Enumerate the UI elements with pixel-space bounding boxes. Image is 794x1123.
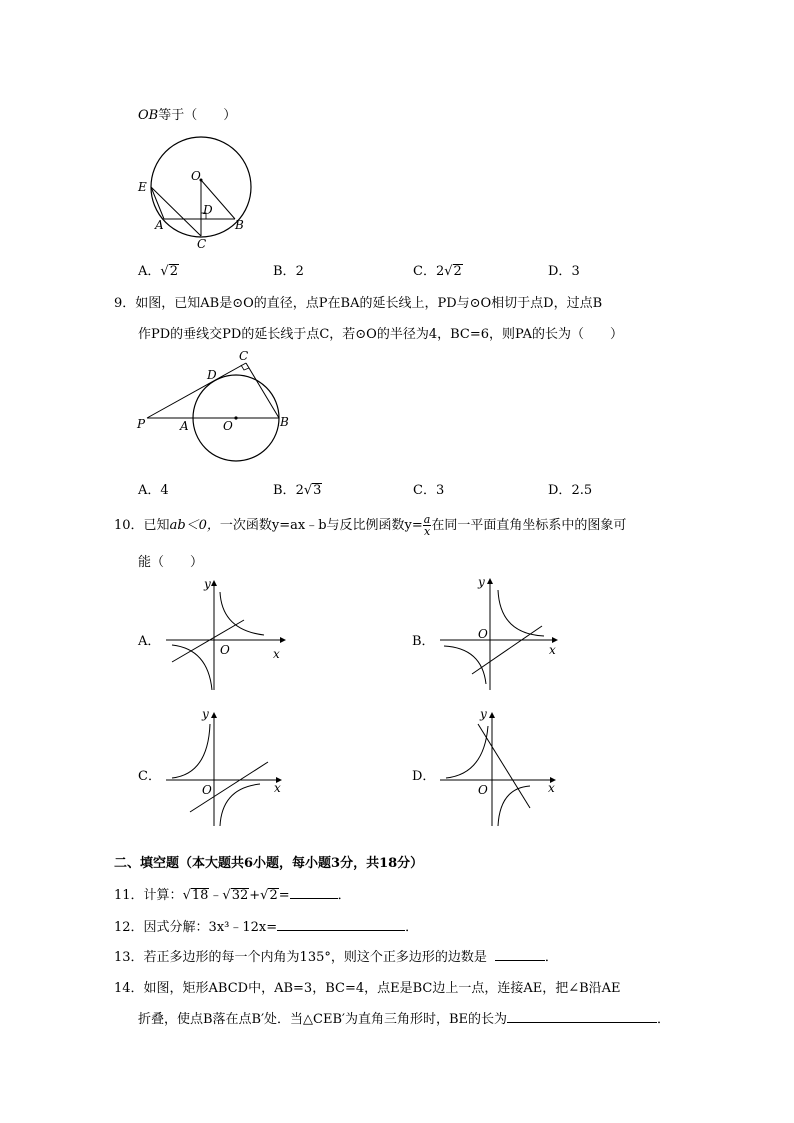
q10-option-d[interactable]: D． — [412, 769, 436, 784]
q9-line-PC — [147, 363, 246, 418]
q9-label-C: C — [239, 349, 249, 363]
q9-center-dot — [234, 416, 237, 419]
q10-graph-b[interactable] — [432, 575, 562, 696]
q9-label-O: O — [223, 419, 233, 433]
q10-d-hyperbola-lower — [498, 786, 530, 826]
q9-option-c[interactable]: C．3 — [413, 483, 445, 498]
q10-c-hyperbola-lower — [220, 784, 260, 826]
q8-circle-figure — [135, 130, 265, 250]
q14-line1: 14．如图，矩形ABCD中，AB=3，BC=4，点E是BC边上一点，连接AE，把∠B沿AE — [114, 981, 621, 996]
q11: 11．计算：√18﹣√32+√2= ． — [114, 888, 351, 903]
q8-option-a[interactable]: A．√2 — [138, 264, 178, 279]
q8-option-d[interactable]: D．3 — [548, 264, 580, 279]
svg-text:O: O — [220, 643, 230, 657]
q14-answer-blank[interactable] — [507, 1010, 657, 1023]
svg-text:O: O — [478, 627, 488, 641]
svg-text:y: y — [202, 707, 209, 721]
svg-text:x: x — [273, 647, 280, 661]
svg-text:y: y — [478, 575, 485, 589]
q10-graph-d[interactable] — [432, 708, 562, 830]
q10-graph-a[interactable] — [160, 578, 290, 696]
q10-graph-c[interactable] — [160, 708, 290, 830]
q10-c-hyperbola-upper — [172, 724, 210, 778]
q9-label-P: P — [137, 417, 146, 431]
q13: 13．若正多边形的每一个内角为135°，则这个正多边形的边数是 ． — [114, 950, 558, 965]
svg-text:O: O — [478, 783, 488, 797]
q12-answer-blank[interactable] — [277, 918, 405, 931]
q9-label-B: B — [280, 415, 289, 429]
q10-a-hyperbola-lower — [172, 645, 212, 690]
q9-option-b[interactable]: B．2√3 — [273, 483, 322, 498]
q9-line-CB — [246, 363, 279, 418]
q8-option-c[interactable]: C．2√2 — [413, 264, 462, 279]
svg-text:y: y — [480, 707, 487, 721]
q10-stem-line1: 10．已知ab＜0，一次函数y=ax﹣b与反比例函数y= $\frac{a}{x}$ 在同一平面直角坐标系中的图象可 — [114, 513, 627, 538]
q9-stem-line2: 作PD的垂线交PD的延长线于点C，若⊙O的半径为4，BC=6，则PA的长为（ ） — [138, 327, 623, 342]
q10-option-b[interactable]: B． — [412, 634, 435, 649]
q8-label-O: O — [191, 169, 201, 183]
q9-option-a[interactable]: A．4 — [138, 483, 169, 498]
q9-tangent-figure — [135, 350, 295, 465]
q10-option-a[interactable]: A． — [138, 634, 161, 649]
q10-stem-line2: 能（ ） — [138, 555, 204, 570]
q10-b-hyperbola-lower — [444, 646, 486, 684]
q9-label-A: A — [180, 419, 189, 433]
q14-line2: 折叠，使点B落在点B′处．当△CEB′为直角三角形时，BE的长为 ． — [138, 1012, 671, 1027]
svg-text:x: x — [549, 643, 556, 657]
q10-fraction: $\frac{a}{x}$ — [423, 513, 431, 538]
q10-a-hyperbola-upper — [220, 592, 264, 635]
q10-a-line — [172, 620, 244, 662]
q10-d-hyperbola-upper — [446, 726, 488, 778]
q8-line-EA — [151, 187, 164, 219]
q8-label-B: B — [235, 218, 244, 232]
q9-label-D: D — [207, 368, 217, 382]
q8-label-E: E — [138, 180, 147, 194]
q12: 12．因式分解：3x³﹣12x= ． — [114, 920, 419, 935]
svg-text:x: x — [548, 781, 555, 795]
q8-label-C: C — [197, 237, 207, 251]
svg-text:x: x — [274, 781, 281, 795]
q8-stem-tail: OB等于（ ） — [138, 108, 237, 123]
svg-text:O: O — [202, 783, 212, 797]
q8-label-D: D — [203, 203, 213, 217]
q8-label-A: A — [155, 218, 164, 232]
q11-answer-blank[interactable] — [290, 886, 338, 899]
section-fill-in-title: 二、填空题（本大题共6小题，每小题3分，共18分） — [114, 856, 424, 871]
q9-stem-line1: 9．如图，已知AB是⊙O的直径，点P在BA的延长线上，PD与⊙O相切于点D，过点B — [114, 296, 603, 311]
q10-option-c[interactable]: C． — [138, 769, 161, 784]
svg-text:y: y — [204, 577, 211, 591]
q9-option-d[interactable]: D．2.5 — [548, 483, 593, 498]
q13-answer-blank[interactable] — [495, 948, 545, 961]
q8-option-b[interactable]: B．2 — [273, 264, 304, 279]
